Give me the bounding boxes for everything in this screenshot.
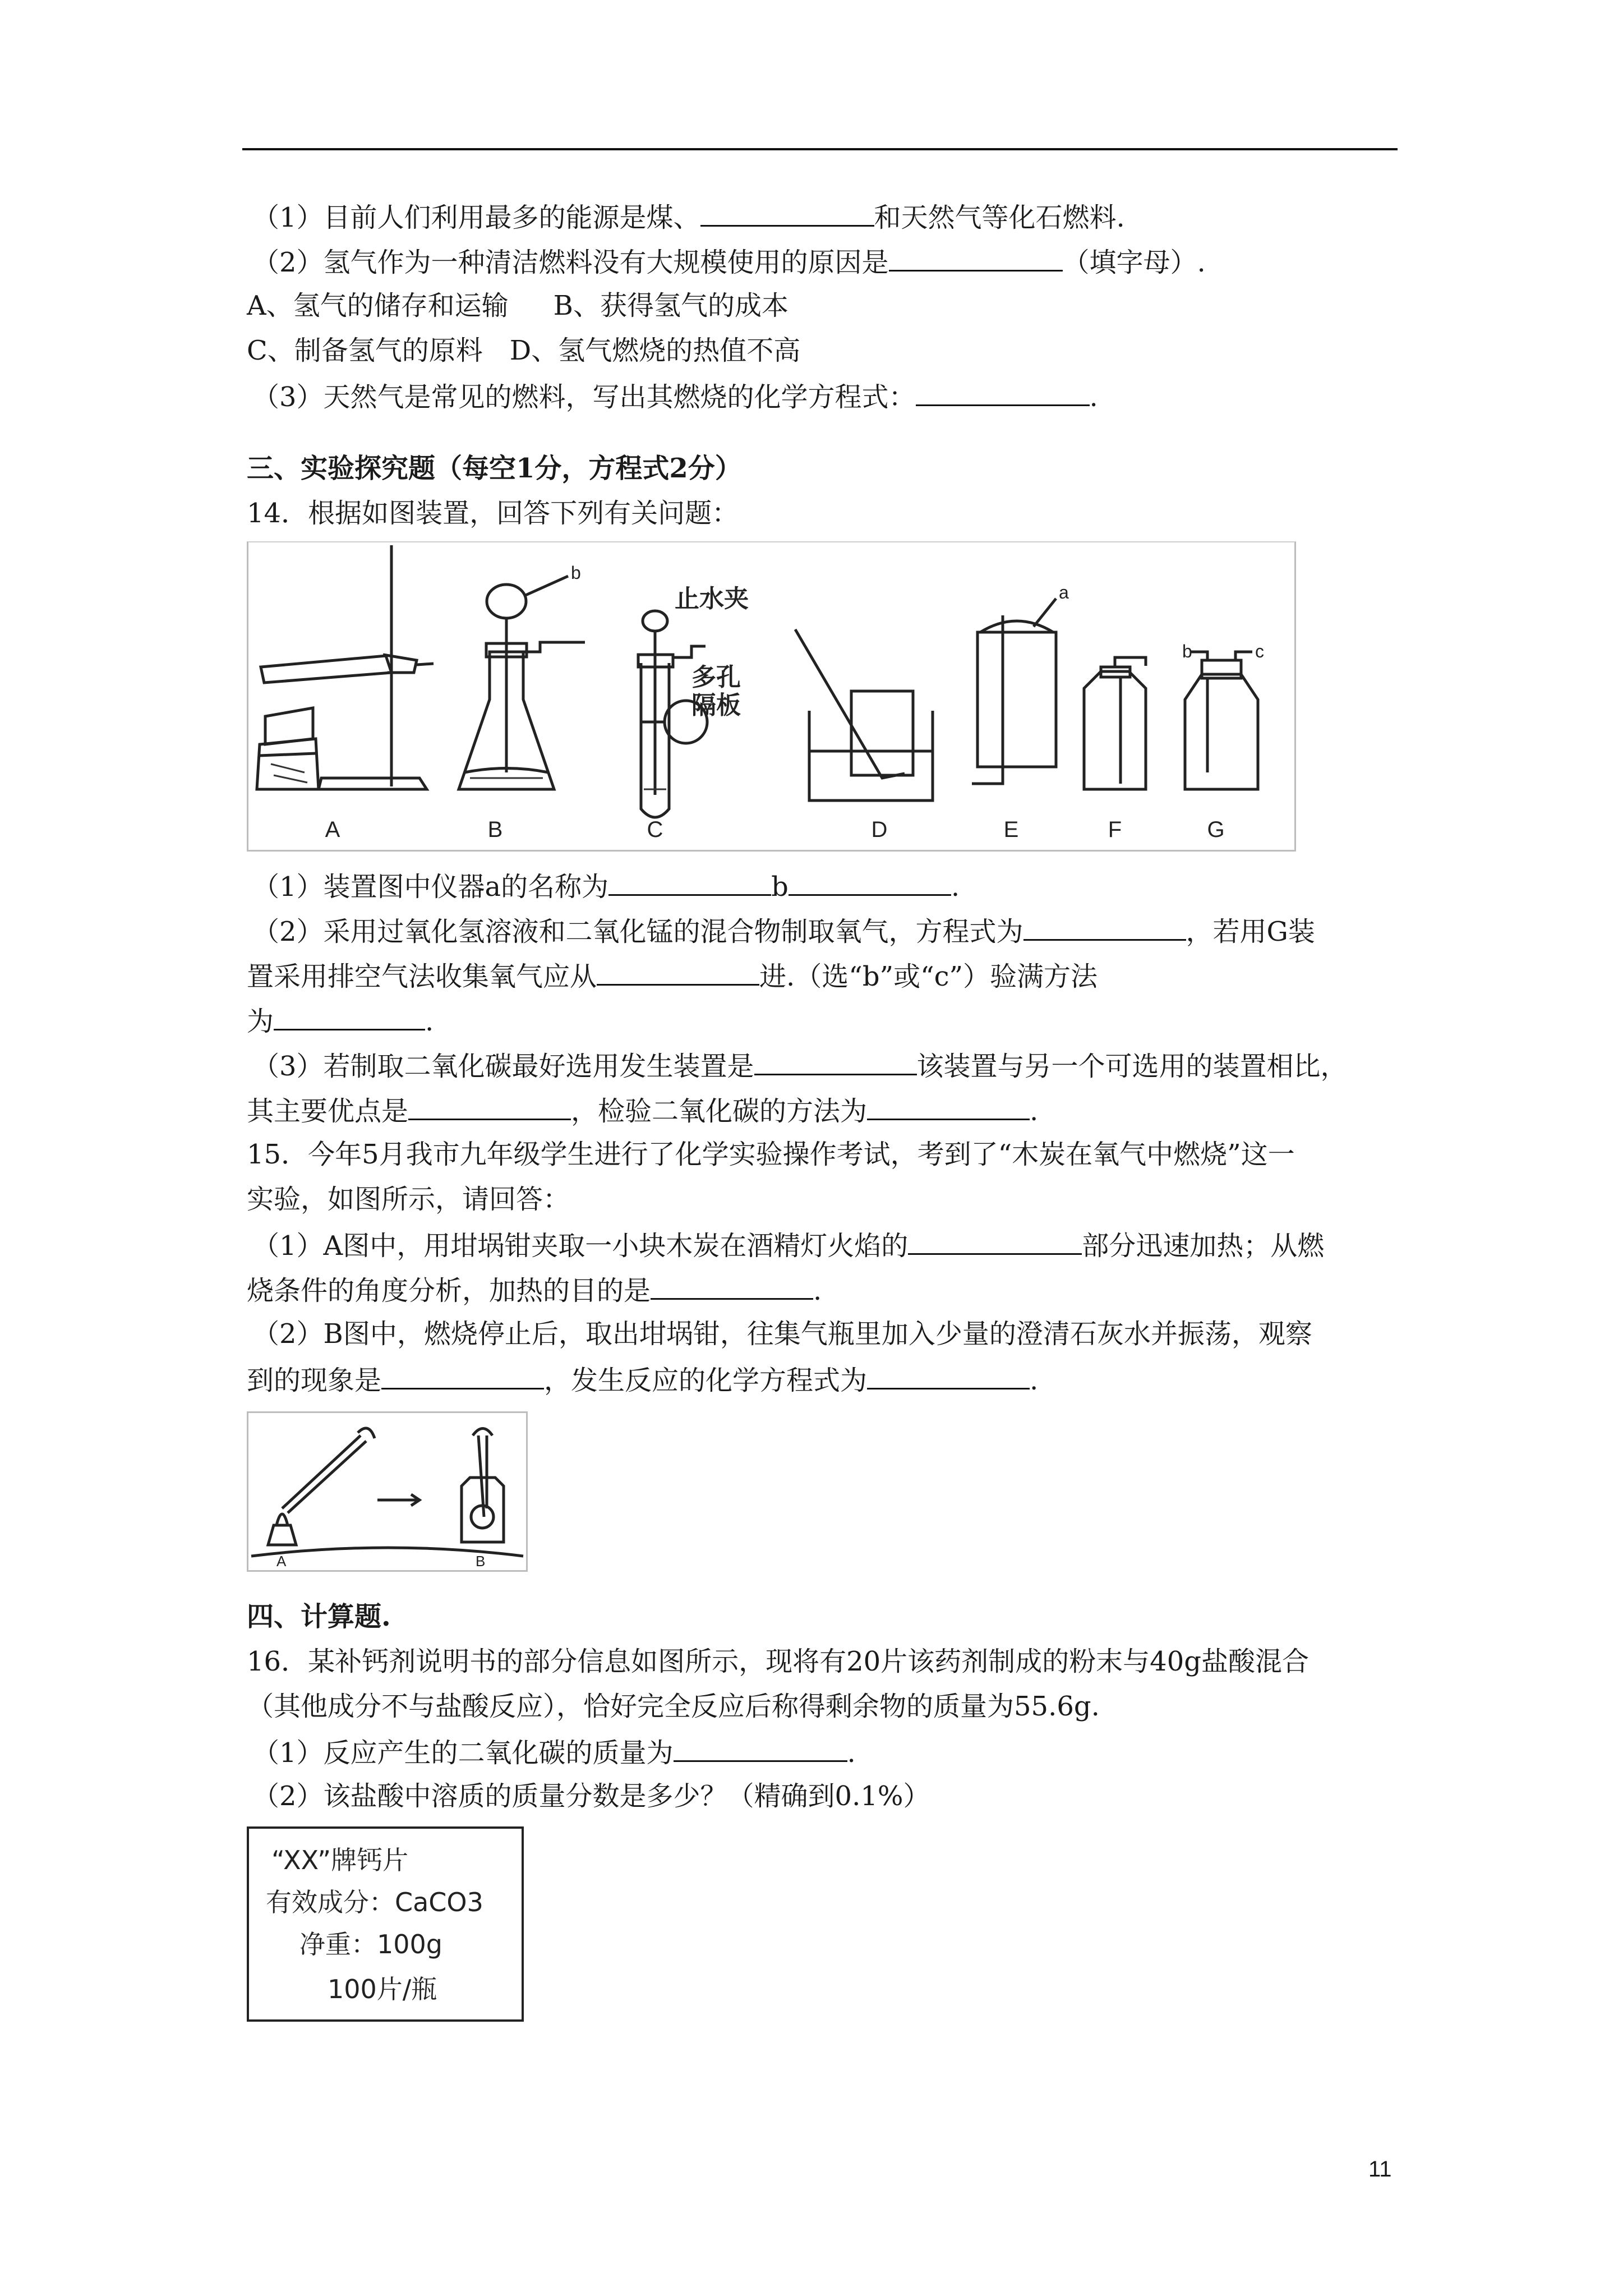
q15-p2-end: . (1030, 1365, 1039, 1396)
q14-p3-text2: 该装置与另一个可选用的装置相比， (916, 1051, 1348, 1082)
q16-p1-text: （1）反应产生的二氧化碳的质量为 (252, 1737, 674, 1769)
q14-p2-text3: 置采用排空气法收集氧气应从 (247, 961, 597, 992)
answer-blank[interactable] (700, 194, 874, 227)
answer-blank[interactable] (674, 1729, 847, 1762)
q13-p3-tail: . (1089, 381, 1098, 413)
charcoal-drawing (248, 1413, 526, 1570)
label-brand: “XX”牌钙片 (271, 1845, 409, 1875)
q15-p1-text3: 烧条件的角度分析，加热的目的是 (247, 1275, 651, 1306)
q14-p3-text4: ，检验二氧化碳的方法为 (571, 1096, 868, 1127)
q14-p2-text2: ，若用G装 (1186, 916, 1315, 947)
q14-p3-text3: 其主要优点是 (247, 1096, 409, 1127)
answer-blank[interactable] (651, 1267, 813, 1300)
q14-part3-cont (247, 1087, 1402, 1132)
q14-stem: 14．根据如图装置，回答下列有关问题： (247, 498, 739, 529)
q15-stem-cont: 实验，如图所示，请回答： (247, 1184, 570, 1215)
q13-part2 (247, 238, 1402, 283)
q14-part3 (247, 1042, 1402, 1087)
q15-part2: （2）B图中，燃烧停止后，取出坩埚钳，往集气瓶里加入少量的澄清石灰水并振荡，观察 (252, 1318, 1312, 1350)
answer-blank[interactable] (754, 1042, 917, 1075)
q14-p1-b: b (771, 871, 789, 903)
section-heading-experiment: 三、实验探究题（每空1分，方程式2分） (247, 453, 742, 484)
page-number: 11 (1368, 2157, 1392, 2182)
label-weight: 净重：100g (299, 1929, 442, 1959)
answer-blank[interactable] (916, 373, 1090, 406)
section-heading-calculation: 四、计算题. (247, 1601, 391, 1632)
q16-stem: 16．某补钙剂说明书的部分信息如图所示，现将有20片该药剂制成的粉末与40g盐酸混合 (247, 1646, 1309, 1677)
q15-part1 (247, 1222, 1402, 1267)
option-a: A、氢气的储存和运输 (247, 290, 509, 321)
mark-c: c (1255, 641, 1264, 661)
label-count: 100片/瓶 (328, 1974, 437, 2004)
page-content (247, 194, 1402, 2022)
label-g: G (1207, 817, 1225, 842)
option-b: B、获得氢气的成本 (553, 290, 789, 321)
q16-p1-end: . (847, 1737, 856, 1769)
header-rule (242, 148, 1398, 150)
q14-p2-text: （2）采用过氧化氢溶液和二氧化锰的混合物制取氧气，方程式为 (252, 916, 1023, 947)
q13-p3-text: （3）天然气是常见的燃料，写出其燃烧的化学方程式： (252, 381, 916, 413)
q15-p1-end: . (813, 1275, 822, 1306)
clamp-label: 止水夹 (675, 585, 749, 613)
label-f: F (1108, 817, 1122, 842)
q13-options-cd (247, 328, 1402, 373)
label-d: D (871, 817, 888, 842)
answer-blank[interactable] (889, 238, 1063, 272)
label-a: A (325, 817, 340, 842)
q13-p1-text: （1）目前人们利用最多的能源是煤、 (252, 202, 700, 233)
q15-p2-text: 到的现象是 (247, 1365, 382, 1396)
q14-p3-text: （3）若制取二氧化碳最好选用发生装置是 (252, 1051, 754, 1082)
answer-blank[interactable] (789, 863, 951, 896)
q14-part1 (247, 863, 1402, 908)
answer-blank[interactable] (381, 1356, 544, 1389)
q16-stem-cont: （其他成分不与盐酸反应），恰好完全反应后称得剩余物的质量为55.6g. (247, 1691, 1100, 1722)
label-ingredient: 有效成分：CaCO3 (266, 1887, 483, 1917)
mark-a: a (1059, 582, 1069, 602)
answer-blank[interactable] (1023, 908, 1186, 941)
q15-part1-cont (247, 1267, 1402, 1312)
q16-part2: （2）该盐酸中溶质的质量分数是多少？（精确到0.1%） (252, 1780, 930, 1812)
q15-p1-text2: 部分迅速加热；从燃 (1082, 1230, 1325, 1262)
mark-b: b (1182, 641, 1192, 661)
q15-p1-text: （1）A图中，用坩埚钳夹取一小块木炭在酒精灯火焰的 (252, 1230, 909, 1262)
q13-part3 (247, 373, 1402, 418)
q14-p1-end: . (951, 871, 960, 903)
q14-p2-end: . (425, 1006, 434, 1037)
answer-blank[interactable] (608, 863, 771, 896)
supplement-label (247, 1826, 524, 2022)
label-b: B (487, 817, 503, 842)
mark-b-funnel: b (571, 563, 581, 583)
q14-p2-text5: 为 (247, 1006, 274, 1037)
q15-p2-text2: ，发生反应的化学方程式为 (544, 1365, 868, 1396)
answer-blank[interactable] (597, 953, 759, 986)
label-e: E (1003, 817, 1019, 842)
option-c: C、制备氢气的原料 (247, 335, 483, 366)
q14-p3-end: . (1030, 1096, 1039, 1127)
answer-blank[interactable] (908, 1222, 1082, 1255)
apparatus-drawing (248, 542, 1294, 850)
answer-blank[interactable] (867, 1087, 1030, 1120)
q13-part1 (247, 194, 1402, 238)
fig15-label-a: A (276, 1553, 287, 1570)
label-c: C (647, 817, 663, 842)
q14-p1-text: （1）装置图中仪器a的名称为 (252, 871, 609, 903)
plate-label-2: 隔板 (691, 691, 741, 720)
q13-p2-text: （2）氢气作为一种清洁燃料没有大规模使用的原因是 (252, 247, 889, 278)
charcoal-figure (247, 1411, 528, 1572)
q14-part2 (247, 908, 1402, 953)
option-d: D、氢气燃烧的热值不高 (509, 335, 801, 366)
q15-part2-cont (247, 1356, 1402, 1401)
q16-part1 (247, 1729, 1402, 1774)
q14-part2-cont (247, 953, 1402, 997)
apparatus-figure (247, 541, 1296, 852)
plate-label-1: 多孔 (691, 663, 741, 692)
q14-p2-text4: 进.（选“b”或“c”）验满方法 (759, 961, 1098, 992)
q13-p2-tail: （填字母）. (1062, 247, 1206, 278)
fig15-label-b: B (476, 1553, 486, 1570)
q13-options-ab (247, 283, 1402, 328)
answer-blank[interactable] (867, 1356, 1030, 1389)
answer-blank[interactable] (274, 997, 425, 1030)
q13-p1-tail: 和天然气等化石燃料. (874, 202, 1125, 233)
answer-blank[interactable] (408, 1087, 571, 1120)
q15-stem: 15．今年5月我市九年级学生进行了化学实验操作考试，考到了“木炭在氧气中燃烧”这一 (247, 1139, 1295, 1170)
q14-part2-end (247, 997, 1402, 1042)
